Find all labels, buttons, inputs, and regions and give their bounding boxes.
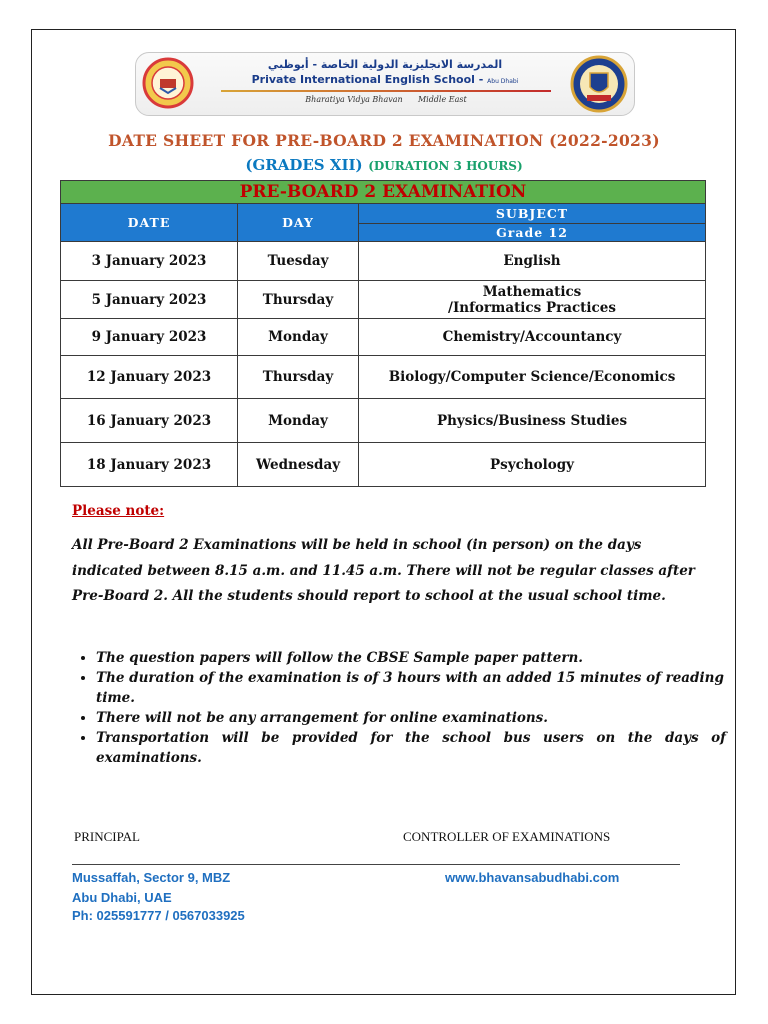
exam-title-row (61, 181, 706, 204)
tagline-right: Middle East (417, 95, 467, 104)
footer-phone: Ph: 025591777 / 0567033925 (72, 908, 245, 923)
banner-swoosh (221, 90, 551, 92)
list-item: • The duration of the examination is of 3 hours with an added 15 minutes of reading time. (96, 668, 726, 708)
school-city: Abu Dhabi (487, 78, 519, 85)
notes-list (72, 648, 726, 768)
footer-website-link[interactable]: www.bhavansabudhabi.com (445, 870, 620, 885)
table-row (61, 443, 706, 487)
day-cell: Thursday (238, 281, 359, 319)
school-header-banner (135, 52, 635, 116)
school-name-text: Private International English School - (251, 73, 484, 86)
date-cell: 9 January 2023 (61, 319, 238, 356)
notes-paragraph: All Pre-Board 2 Examinations will be held in school (in person) on the days indicated between 8.15 a.m. and 11.45 a.m. There will not be regular classes after Pre-Board 2. All the students should report to school at the usual school time. (72, 537, 695, 604)
list-item: • The question papers will follow the CBSE Sample paper pattern. (96, 648, 726, 668)
table-row (61, 399, 706, 443)
table-row (61, 319, 706, 356)
date-cell: 18 January 2023 (61, 443, 238, 487)
date-cell: 3 January 2023 (61, 242, 238, 281)
subject-cell (359, 281, 706, 319)
footer-divider (72, 864, 680, 865)
grade-duration-line (0, 155, 768, 174)
subject-cell: Biology/Computer Science/Economics (359, 356, 706, 399)
day-cell: Tuesday (238, 242, 359, 281)
please-note-heading: Please note: (72, 503, 165, 519)
grades-label: (GRADES XII) (245, 156, 363, 174)
school-name (136, 73, 634, 86)
date-cell: 16 January 2023 (61, 399, 238, 443)
subject-line-2: /Informatics Practices (448, 299, 616, 316)
tagline-left: Bharatiya Vidya Bhavan (305, 95, 403, 104)
date-cell: 12 January 2023 (61, 356, 238, 399)
subject-header: SUBJECT (359, 204, 706, 224)
day-cell: Wednesday (238, 443, 359, 487)
footer-address-line2: Abu Dhabi, UAE (72, 890, 172, 905)
header-row (61, 204, 706, 224)
exam-title: PRE-BOARD 2 EXAMINATION (61, 181, 706, 204)
day-cell: Monday (238, 319, 359, 356)
day-cell: Monday (238, 399, 359, 443)
controller-signature-label: CONTROLLER OF EXAMINATIONS (403, 829, 611, 844)
exam-schedule-table (60, 180, 706, 487)
subject-cell: Chemistry/Accountancy (359, 319, 706, 356)
table-row (61, 242, 706, 281)
principal-signature-label: PRINCIPAL (74, 829, 140, 844)
list-item: • There will not be any arrangement for online examinations. (96, 708, 726, 728)
date-header: DATE (61, 204, 238, 242)
subject-cell: Physics/Business Studies (359, 399, 706, 443)
subject-cell: Psychology (359, 443, 706, 487)
day-cell: Thursday (238, 356, 359, 399)
table-row (61, 281, 706, 319)
school-crest-icon (570, 55, 628, 113)
date-sheet-title: DATE SHEET FOR PRE-BOARD 2 EXAMINATION (2022-2023) (108, 131, 660, 150)
grade-header: Grade 12 (359, 224, 706, 242)
banner-tagline (286, 95, 486, 104)
table-row (61, 356, 706, 399)
duration-label: (DURATION 3 HOURS) (368, 159, 523, 173)
subject-line-1: Mathematics (482, 283, 582, 300)
list-item: • Transportation will be provided for the school bus users on the days of examinations. (96, 728, 726, 768)
school-name-arabic: المدرسة الانجليزية الدولية الخاصة - أبوظبي (267, 58, 503, 71)
date-cell: 5 January 2023 (61, 281, 238, 319)
day-header: DAY (238, 204, 359, 242)
footer-address-line1: Mussaffah, Sector 9, MBZ (72, 870, 231, 885)
subject-cell: English (359, 242, 706, 281)
